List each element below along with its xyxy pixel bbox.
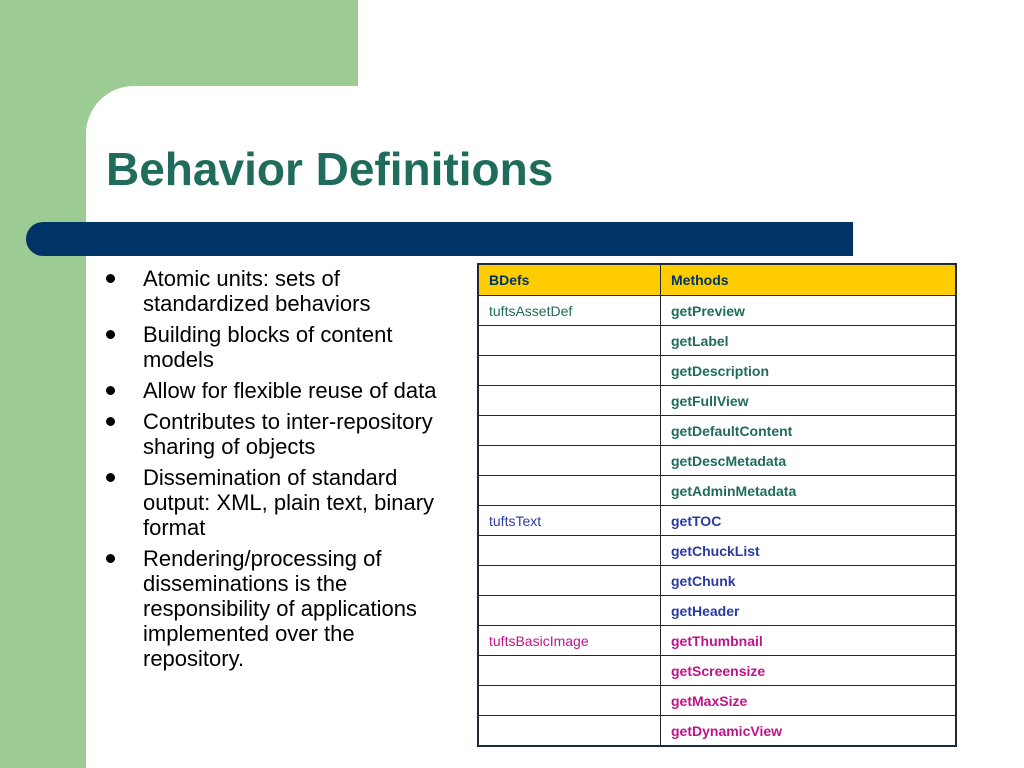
method-cell: getDynamicView: [661, 716, 957, 747]
bullet-item: Building blocks of content models: [104, 322, 449, 372]
table-row: [478, 596, 956, 626]
bdef-cell: [478, 386, 661, 416]
method-cell: getChunk: [661, 566, 957, 596]
method-cell: getThumbnail: [661, 626, 957, 656]
method-cell: getHeader: [661, 596, 957, 626]
bullet-item: Contributes to inter-repository sharing of objects: [104, 409, 449, 459]
table-row: [478, 386, 956, 416]
bdefs-table-container: [477, 263, 957, 747]
table-row: [478, 296, 956, 326]
header-methods: Methods: [661, 264, 957, 296]
method-cell: getChuckList: [661, 536, 957, 566]
method-cell: getLabel: [661, 326, 957, 356]
bdef-cell: [478, 566, 661, 596]
bdef-cell: [478, 326, 661, 356]
table-row: [478, 716, 956, 747]
bdef-cell: tuftsBasicImage: [478, 626, 661, 656]
bullet-item: Allow for flexible reuse of data: [104, 378, 449, 403]
bdef-cell: tuftsText: [478, 506, 661, 536]
bdef-cell: [478, 686, 661, 716]
method-cell: getAdminMetadata: [661, 476, 957, 506]
method-cell: getTOC: [661, 506, 957, 536]
method-cell: getFullView: [661, 386, 957, 416]
bdef-cell: [478, 446, 661, 476]
bdefs-table: [477, 263, 957, 747]
bdef-cell: [478, 356, 661, 386]
method-cell: getMaxSize: [661, 686, 957, 716]
method-cell: getDescription: [661, 356, 957, 386]
bdef-cell: [478, 596, 661, 626]
bdef-cell: [478, 656, 661, 686]
bdef-cell: [478, 536, 661, 566]
title-underline-bar: [26, 222, 853, 256]
bdef-cell: [478, 416, 661, 446]
bullet-item: Rendering/processing of disseminations is the responsibility of applications implemented over the repository.: [104, 546, 449, 671]
table-row: [478, 566, 956, 596]
table-row: [478, 446, 956, 476]
table-header-row: [478, 264, 956, 296]
table-row: [478, 326, 956, 356]
table-row: [478, 506, 956, 536]
bullet-item: Atomic units: sets of standardized behaviors: [104, 266, 449, 316]
header-bdefs: BDefs: [478, 264, 661, 296]
table-row: [478, 356, 956, 386]
slide-title: Behavior Definitions: [106, 143, 554, 195]
method-cell: getScreensize: [661, 656, 957, 686]
bullet-item: Dissemination of standard output: XML, plain text, binary format: [104, 465, 449, 540]
table-row: [478, 626, 956, 656]
table-row: [478, 686, 956, 716]
method-cell: getPreview: [661, 296, 957, 326]
bullet-list: [104, 266, 449, 677]
table-row: [478, 476, 956, 506]
method-cell: getDefaultContent: [661, 416, 957, 446]
bdef-cell: tuftsAssetDef: [478, 296, 661, 326]
table-row: [478, 536, 956, 566]
table-row: [478, 656, 956, 686]
method-cell: getDescMetadata: [661, 446, 957, 476]
table-row: [478, 416, 956, 446]
bdef-cell: [478, 476, 661, 506]
bdef-cell: [478, 716, 661, 747]
